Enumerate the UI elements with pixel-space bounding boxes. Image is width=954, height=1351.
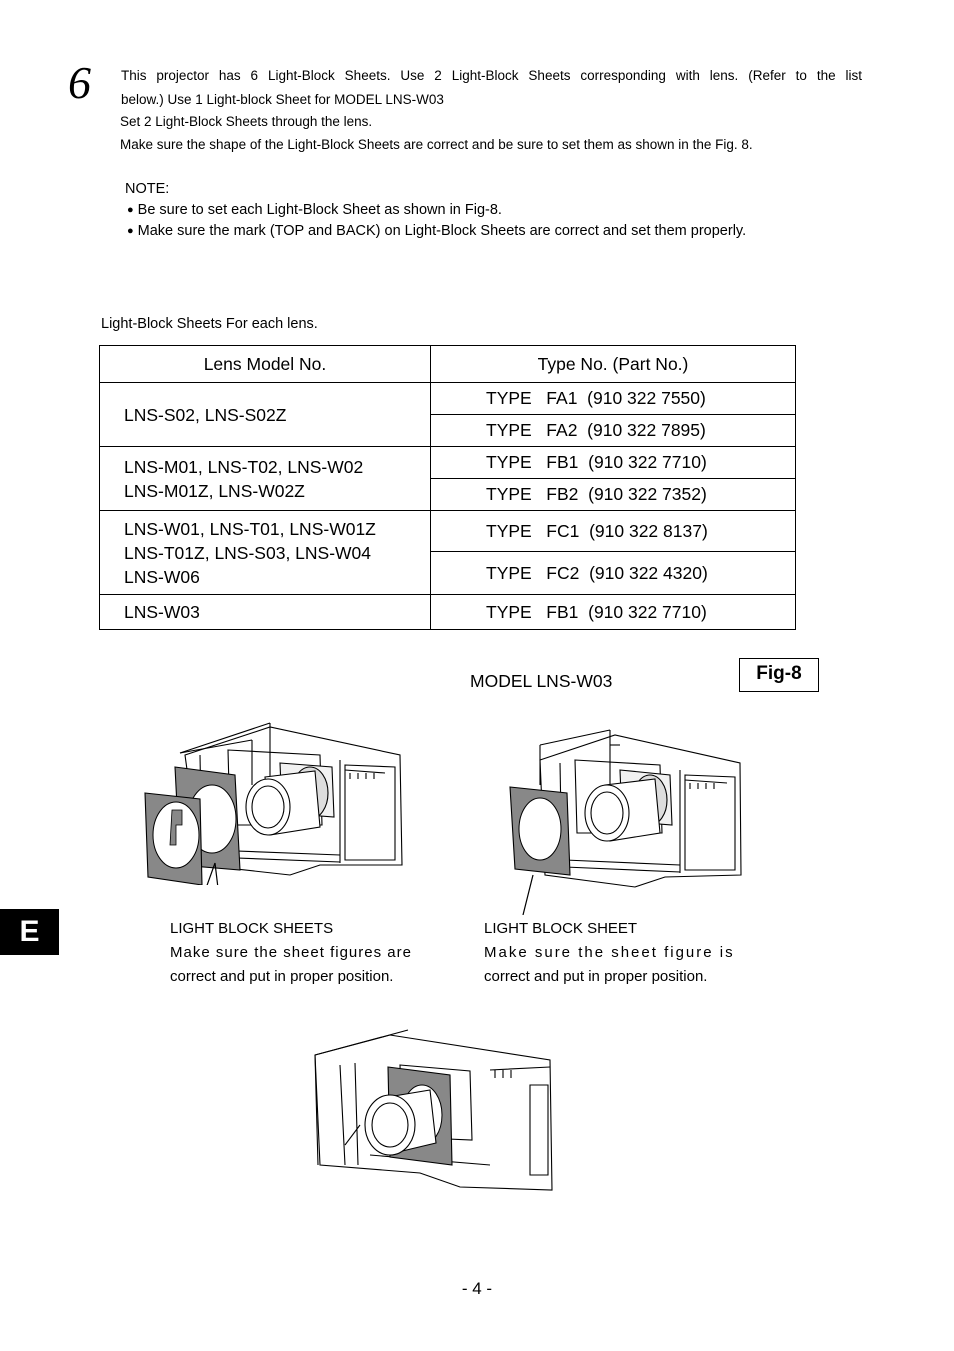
projector-assembled-illustration [310,1025,560,1195]
lens-model-line: LNS-T01Z, LNS-S03, LNS-W04 [124,542,372,563]
note-item-1-text: Be sure to set each Light-Block Sheet as shown in Fig-8. [137,202,502,218]
right-caption-title: LIGHT BLOCK SHEET [484,920,638,937]
type-cell: TYPE FC2 (910 322 4320) [431,552,796,595]
header-type-no: Type No. (Part No.) [431,346,796,383]
note-heading: NOTE: [125,181,170,197]
table-header-row [100,346,796,383]
step-text-line-4: Make sure the shape of the Light-Block Sheets are correct and be sure to set them as shown in the Fig. 8. [120,137,753,152]
lens-model-line: LNS-M01, LNS-T02, LNS-W02 [124,456,364,477]
projector-two-sheets-illustration [140,715,410,885]
lens-models-cell [100,511,431,595]
type-cell: TYPE FA2 (910 322 7895) [431,415,796,447]
right-caption [484,917,735,989]
lens-model-line: LNS-M01Z, LNS-W02Z [124,480,305,501]
step-number: 6 [68,57,91,108]
step-text-line-2: below.) Use 1 Light-block Sheet for MODEL LNS-W03 [121,92,444,107]
lens-model-line: LNS-W01, LNS-T01, LNS-W01Z [124,518,376,539]
left-caption-line-2: correct and put in proper position. [170,968,394,985]
type-cell: TYPE FB2 (910 322 7352) [431,479,796,511]
type-cell: TYPE FB1 (910 322 7710) [431,447,796,479]
right-caption-line-1: Make sure the sheet figure is [484,944,735,961]
left-caption-title: LIGHT BLOCK SHEETS [170,920,334,937]
step-text-line-1: This projector has 6 Light-Block Sheets. Use 2 Light-Block Sheets corresponding with lens. (Refer to the list [121,68,862,83]
type-cell: TYPE FB1 (910 322 7710) [431,595,796,630]
type-cell: TYPE FA1 (910 322 7550) [431,383,796,415]
page-number: - 4 - [461,1279,493,1298]
table-row [100,595,796,630]
note-item-2 [127,221,746,243]
right-caption-line-2: correct and put in proper position. [484,968,708,985]
table-caption: Light-Block Sheets For each lens. [101,316,318,332]
left-caption-line-1: Make sure the sheet figures are [170,944,412,961]
lens-sheet-table [99,345,796,630]
bullet-icon [127,223,138,239]
step-text-line-3: Set 2 Light-Block Sheets through the lens. [120,114,373,129]
left-caption [170,917,412,989]
type-cell: TYPE FC1 (910 322 8137) [431,511,796,552]
lens-models-cell [100,595,431,630]
lens-models-cell [100,447,431,511]
lens-model-line: LNS-W06 [124,566,200,587]
lens-model-line: LNS-S02, LNS-S02Z [124,404,287,425]
table-row [100,383,796,415]
table-row [100,447,796,479]
note-item-1 [127,200,502,222]
note-item-2-text: Make sure the mark (TOP and BACK) on Light-Block Sheets are correct and set them properly. [137,223,747,239]
lens-model-line: LNS-W03 [124,602,200,622]
lens-models-cell [100,383,431,447]
section-tab: E [0,909,59,955]
table-row [100,511,796,552]
model-label: MODEL LNS-W03 [470,671,613,691]
bullet-icon [127,202,138,218]
figure-label: Fig-8 [739,658,819,692]
projector-one-sheet-illustration [505,725,745,915]
header-lens-model: Lens Model No. [100,346,431,383]
